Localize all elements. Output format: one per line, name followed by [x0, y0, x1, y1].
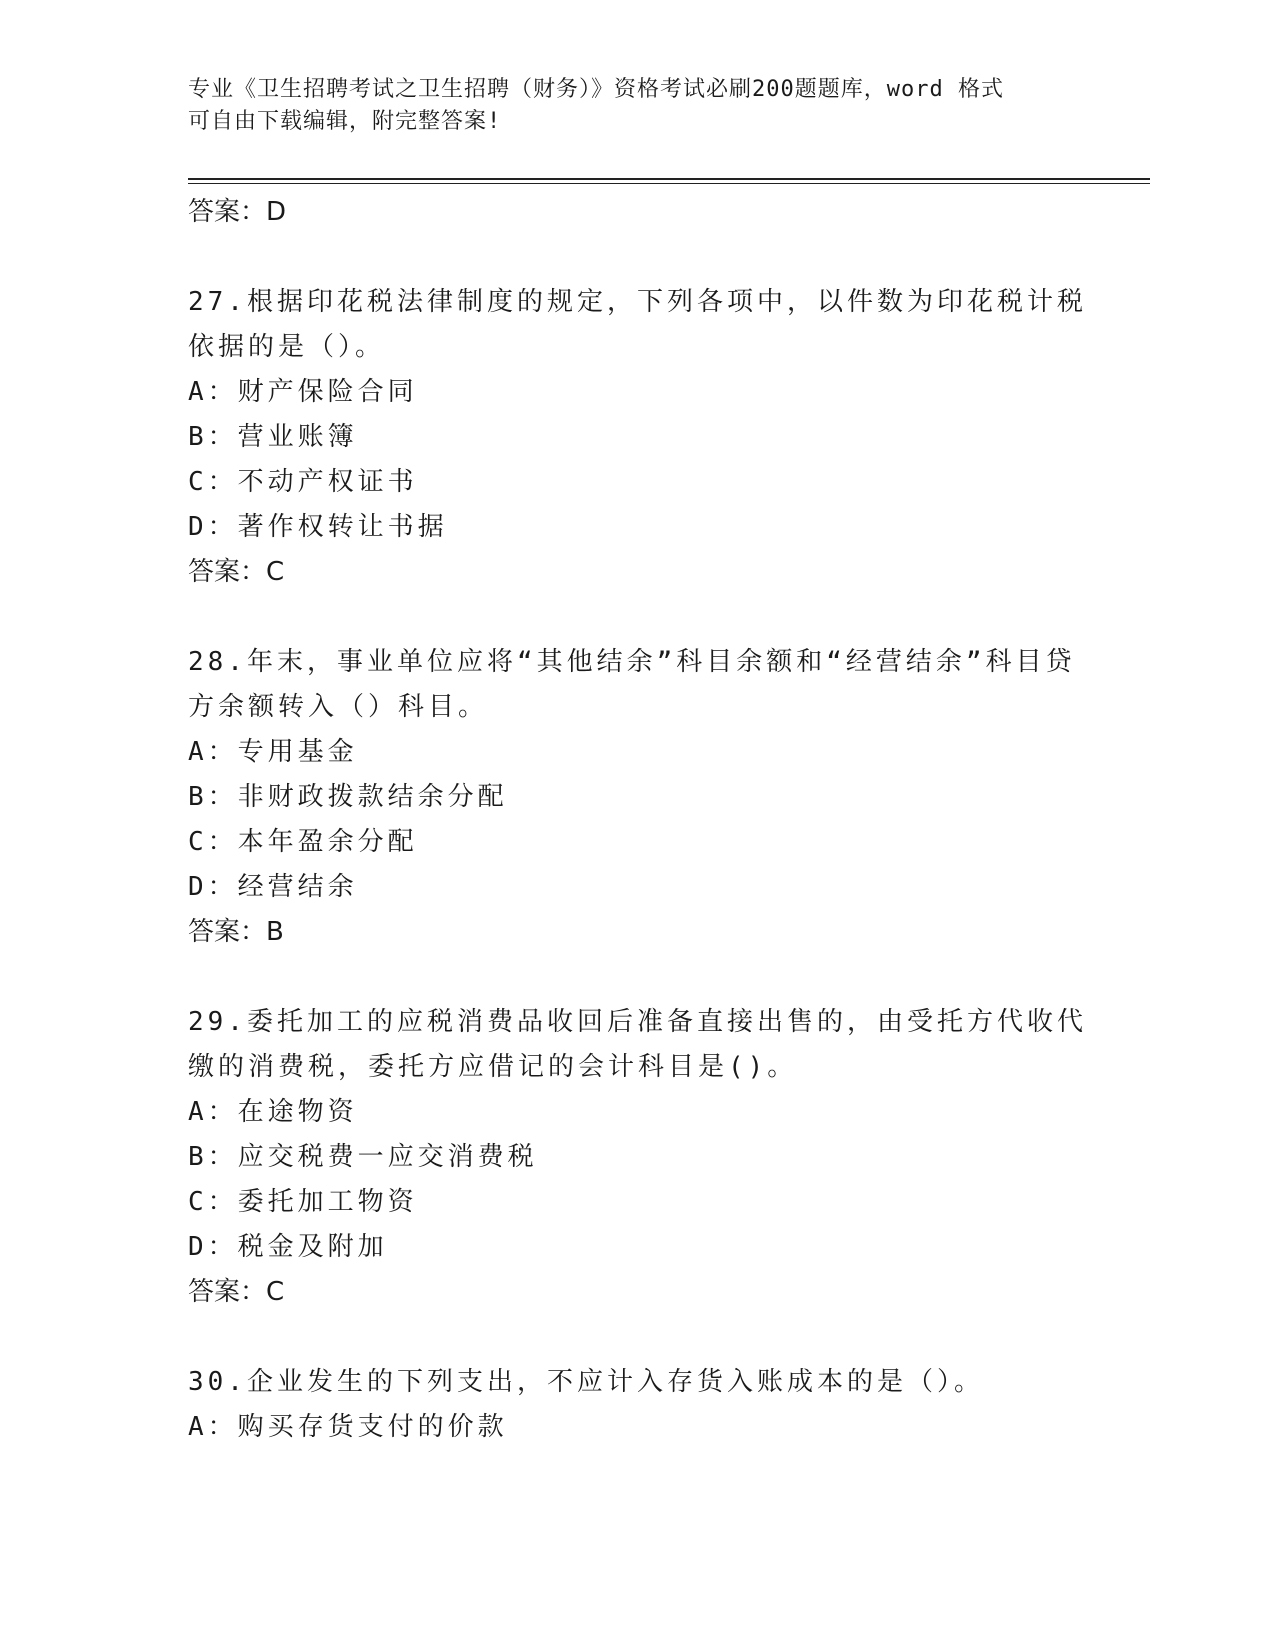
document-header: [188, 74, 1088, 138]
option-b: B：应交税费一应交消费税: [188, 1142, 538, 1172]
option-a: A：专用基金: [188, 737, 358, 767]
option-a: A：购买存货支付的价款: [188, 1412, 508, 1442]
option-d: D：著作权转让书据: [188, 512, 448, 542]
header-line-1: 专业《卫生招聘考试之卫生招聘（财务）》资格考试必刷200题题库，word 格式: [188, 77, 1004, 102]
answer-line: 答案：C: [188, 557, 285, 587]
question-27: [188, 280, 1088, 594]
question-28: [188, 640, 1088, 954]
question-30: [188, 1360, 1088, 1450]
header-divider-thin: [188, 183, 1150, 184]
option-a: A：在途物资: [188, 1097, 358, 1127]
question-text: 29.委托加工的应税消费品收回后准备直接出售的，由受托方代收代缴的消费税，委托方应借记的会计科目是()。: [188, 1007, 1087, 1082]
question-text: 27.根据印花税法律制度的规定，下列各项中，以件数为印花税计税依据的是（）。: [188, 287, 1087, 362]
option-d: D：税金及附加: [188, 1232, 388, 1262]
question-text: 30.企业发生的下列支出，不应计入存货入账成本的是（）。: [188, 1367, 984, 1397]
question-text: 28.年末，事业单位应将“其他结余”科目余额和“经营结余”科目贷方余额转入（）科目。: [188, 647, 1076, 722]
answer-line: 答案：C: [188, 1277, 285, 1307]
question-29: [188, 1000, 1088, 1314]
option-d: D：经营结余: [188, 872, 358, 902]
option-c: C：本年盈余分配: [188, 827, 418, 857]
header-line-2: 可自由下载编辑，附完整答案!: [188, 109, 502, 134]
option-b: B：营业账簿: [188, 422, 358, 452]
option-b: B：非财政拨款结余分配: [188, 782, 508, 812]
answer-line: 答案：D: [188, 197, 287, 227]
option-c: C：不动产权证书: [188, 467, 418, 497]
answer-line: 答案：B: [188, 917, 284, 947]
option-c: C：委托加工物资: [188, 1187, 418, 1217]
option-a: A：财产保险合同: [188, 377, 418, 407]
question-list: [188, 190, 1088, 1450]
header-divider-thick: [188, 178, 1150, 180]
